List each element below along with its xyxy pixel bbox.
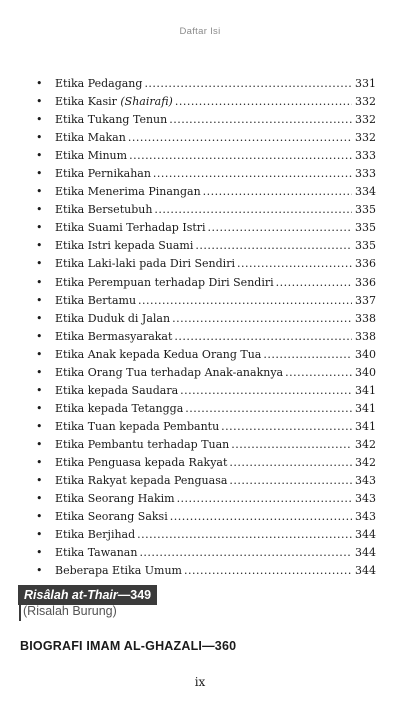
toc-entry-title: Etika Bermasyarakat	[55, 329, 173, 343]
dot-leader	[174, 328, 352, 346]
bullet-icon: •	[36, 528, 43, 542]
toc-entry-title: Etika Pembantu terhadap Tuan	[55, 437, 230, 451]
toc-entry-page: 344	[355, 546, 376, 560]
toc-entry-page: 333	[355, 149, 376, 163]
bullet-icon: •	[36, 492, 43, 506]
toc-entry-page: 335	[355, 239, 376, 253]
toc-entry-title: Etika Makan	[55, 131, 126, 145]
toc-entry-page: 336	[355, 257, 376, 271]
toc-entry[interactable]	[36, 328, 376, 346]
dot-leader	[128, 129, 352, 147]
toc-entry-title: Etika Bersetubuh	[55, 203, 153, 217]
bullet-icon: •	[36, 401, 43, 415]
section-heading	[18, 585, 157, 605]
dot-leader	[229, 472, 352, 490]
bullet-icon: •	[36, 131, 43, 145]
dot-leader	[153, 165, 352, 183]
toc-entry-title: Etika Berjihad	[55, 528, 136, 542]
bullet-icon: •	[36, 239, 43, 253]
toc-entry-title: Etika Anak kepada Kedua Orang Tua	[55, 347, 262, 361]
toc-entry-page: 333	[355, 167, 376, 181]
bullet-icon: •	[36, 293, 43, 307]
toc-entry[interactable]	[36, 75, 376, 93]
toc-entry-page: 336	[355, 275, 376, 289]
toc-entry[interactable]	[36, 562, 376, 580]
dot-leader	[180, 382, 352, 400]
dot-leader	[175, 93, 352, 111]
toc-entry[interactable]	[36, 454, 376, 472]
toc-entry[interactable]	[36, 183, 376, 201]
toc-entry-page: 332	[355, 95, 376, 109]
bullet-icon: •	[36, 95, 43, 109]
toc-entry-page: 341	[355, 383, 376, 397]
section-title: Risâlah at-Thair	[24, 588, 118, 602]
toc-entry[interactable]	[36, 382, 376, 400]
dot-leader	[170, 508, 352, 526]
toc-entry[interactable]	[36, 219, 376, 237]
dot-leader	[208, 219, 352, 237]
dot-leader	[154, 201, 352, 219]
toc-entry[interactable]	[36, 111, 376, 129]
toc-entry-page: 342	[355, 455, 376, 469]
dot-leader	[237, 255, 352, 273]
dot-leader	[172, 310, 352, 328]
toc-entry[interactable]	[36, 147, 376, 165]
toc-entry-title: Etika Tawanan	[55, 546, 138, 560]
page-folio: ix	[194, 675, 206, 689]
bullet-icon: •	[36, 437, 43, 451]
running-head: Daftar Isi	[179, 26, 221, 37]
toc-entry-page: 332	[355, 131, 376, 145]
section-page: —349	[117, 588, 152, 602]
toc-entry[interactable]	[36, 346, 376, 364]
toc-entry[interactable]	[36, 472, 376, 490]
toc-entry-title: Etika kepada Saudara	[55, 383, 179, 397]
toc-entry-page: 341	[355, 419, 376, 433]
bullet-icon: •	[36, 383, 43, 397]
toc-entry[interactable]	[36, 165, 376, 183]
toc-entry[interactable]	[36, 418, 376, 436]
toc-entry-title: Etika kepada Tetangga	[55, 401, 184, 415]
dot-leader	[144, 75, 352, 93]
bullet-icon: •	[36, 77, 43, 90]
bullet-icon: •	[36, 546, 43, 560]
toc-entry-page: 340	[355, 347, 376, 361]
toc-entry-title: Etika Tukang Tenun	[55, 113, 168, 127]
bullet-icon: •	[36, 510, 43, 524]
toc-entry-title: Etika Duduk di Jalan	[55, 311, 171, 325]
toc-entry-title: Etika Suami Terhadap Istri	[55, 221, 206, 235]
toc-entry-title: Etika Seorang Saksi	[55, 510, 168, 524]
toc-entry-title: Etika Rakyat kepada Penguasa	[55, 474, 228, 488]
toc-entry[interactable]	[36, 490, 376, 508]
toc-entry[interactable]	[36, 310, 376, 328]
bullet-icon: •	[36, 221, 43, 235]
toc-entry-title: Etika Penguasa kepada Rakyat	[55, 455, 228, 469]
toc-entry[interactable]	[36, 544, 376, 562]
toc-entry[interactable]	[36, 364, 376, 382]
toc-entry-page: 334	[355, 185, 376, 199]
dot-leader	[276, 274, 352, 292]
bullet-icon: •	[36, 149, 43, 163]
bullet-icon: •	[36, 347, 43, 361]
toc-entry-title: Etika Tuan kepada Pembantu	[55, 419, 220, 433]
toc-entry[interactable]	[36, 526, 376, 544]
table-of-contents	[36, 75, 376, 580]
toc-entry-page: 341	[355, 401, 376, 415]
toc-entry-page: 343	[355, 474, 376, 488]
toc-entry-page: 343	[355, 510, 376, 524]
toc-entry[interactable]	[36, 508, 376, 526]
section-subtitle: (Risalah Burung)	[23, 604, 117, 618]
toc-entry-title: Etika Pedagang	[55, 77, 143, 90]
toc-entry-page: 337	[355, 293, 376, 307]
toc-entry-page: 344	[355, 564, 376, 578]
toc-entry-title: Etika Menerima Pinangan	[55, 185, 201, 199]
dot-leader	[203, 183, 352, 201]
toc-entry-page: 343	[355, 492, 376, 506]
bullet-icon: •	[36, 311, 43, 325]
bullet-icon: •	[36, 113, 43, 127]
toc-entry-page: 331	[355, 77, 376, 90]
bullet-icon: •	[36, 329, 43, 343]
bullet-icon: •	[36, 203, 43, 217]
bullet-icon: •	[36, 167, 43, 181]
toc-entry[interactable]	[36, 201, 376, 219]
toc-entry-page: 340	[355, 365, 376, 379]
biography-heading: BIOGRAFI IMAM AL-GHAZALI—360	[20, 639, 237, 653]
toc-entry-page: 344	[355, 528, 376, 542]
dot-leader	[129, 147, 352, 165]
bullet-icon: •	[36, 474, 43, 488]
toc-entry[interactable]	[36, 274, 376, 292]
bullet-icon: •	[36, 419, 43, 433]
toc-entry[interactable]	[36, 400, 376, 418]
dot-leader	[139, 544, 352, 562]
dot-leader	[263, 346, 352, 364]
dot-leader	[137, 526, 352, 544]
toc-entry[interactable]	[36, 237, 376, 255]
toc-entry-title: Etika Laki-laki pada Diri Sendiri	[55, 257, 235, 271]
bullet-icon: •	[36, 564, 43, 578]
toc-entry-title: Etika Kasir (Shairafi)	[55, 95, 173, 109]
toc-entry[interactable]	[36, 255, 376, 273]
dot-leader	[169, 111, 352, 129]
toc-entry[interactable]	[36, 129, 376, 147]
dot-leader	[221, 418, 352, 436]
toc-entry-title: Etika Seorang Hakim	[55, 492, 175, 506]
bullet-icon: •	[36, 365, 43, 379]
dot-leader	[185, 400, 352, 418]
toc-entry-page: 332	[355, 113, 376, 127]
toc-entry-title: Etika Bertamu	[55, 293, 137, 307]
dot-leader	[138, 292, 352, 310]
toc-entry-page: 342	[355, 437, 376, 451]
dot-leader	[184, 562, 352, 580]
dot-leader	[229, 454, 352, 472]
dot-leader	[195, 237, 352, 255]
toc-entry-page: 338	[355, 311, 376, 325]
toc-entry-page: 335	[355, 221, 376, 235]
toc-entry-title: Etika Pernikahan	[55, 167, 151, 181]
toc-entry-page: 335	[355, 203, 376, 217]
bullet-icon: •	[36, 185, 43, 199]
toc-entry-title: Etika Perempuan terhadap Diri Sendiri	[55, 275, 274, 289]
toc-entry[interactable]	[36, 93, 376, 111]
toc-entry[interactable]	[36, 292, 376, 310]
dot-leader	[285, 364, 352, 382]
bullet-icon: •	[36, 275, 43, 289]
toc-entry-title: Etika Minum	[55, 149, 128, 163]
toc-entry-title: Beberapa Etika Umum	[55, 564, 182, 578]
toc-entry[interactable]	[36, 436, 376, 454]
dot-leader	[177, 490, 352, 508]
bullet-icon: •	[36, 455, 43, 469]
toc-entry-page: 338	[355, 329, 376, 343]
section-subtitle-bar	[19, 605, 21, 621]
toc-entry-title: Etika Istri kepada Suami	[55, 239, 194, 253]
toc-entry-title: Etika Orang Tua terhadap Anak-anaknya	[55, 365, 284, 379]
dot-leader	[231, 436, 352, 454]
bullet-icon: •	[36, 257, 43, 271]
